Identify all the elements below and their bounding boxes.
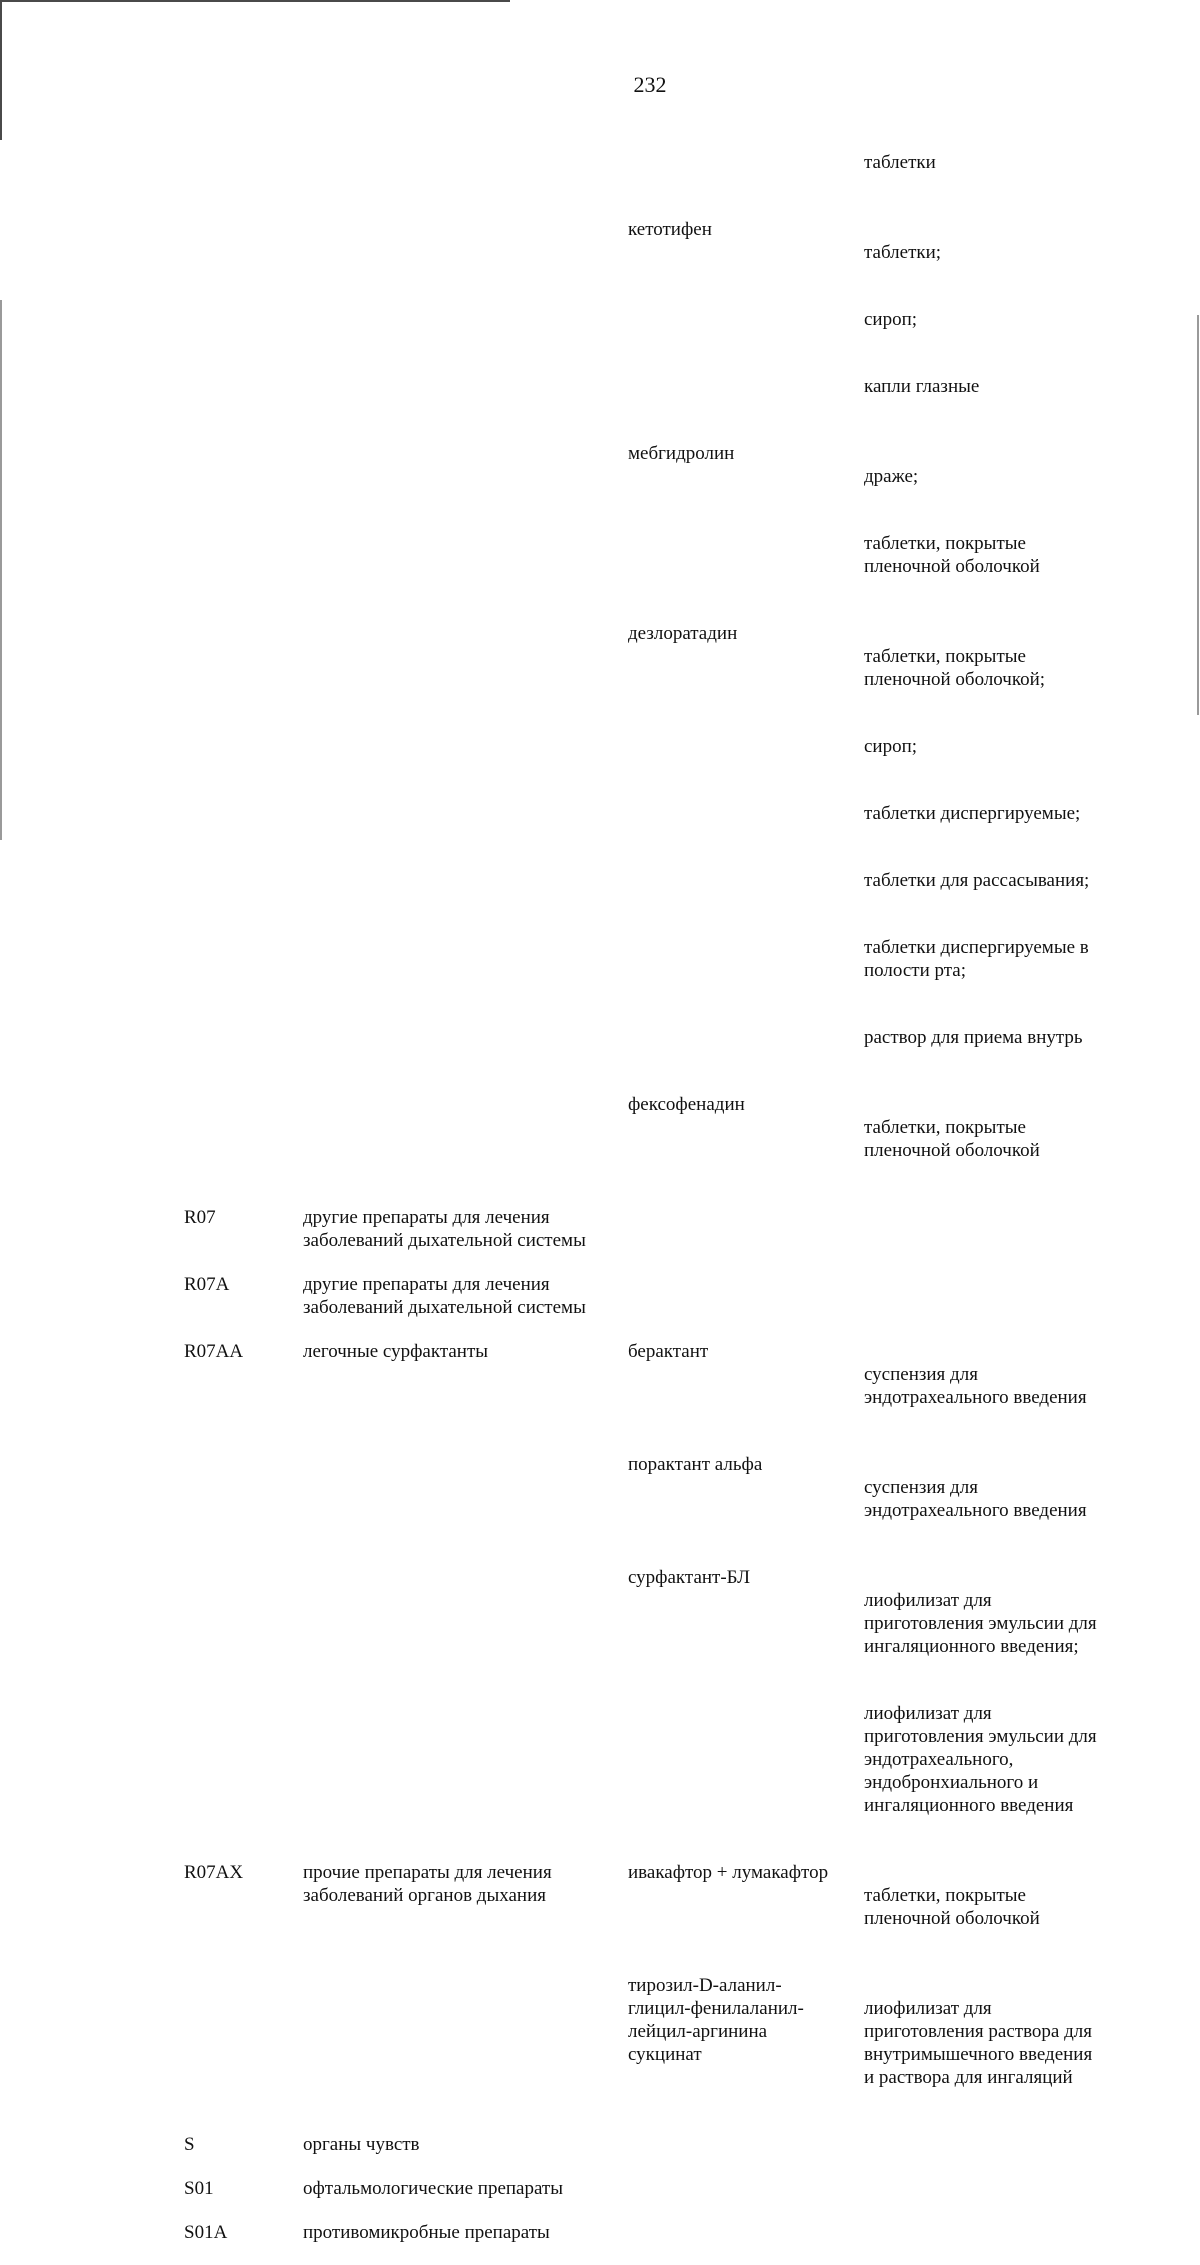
- atc-group: другие препараты для лечения заболеваний дыхательной системы: [303, 1207, 586, 1251]
- dosage-form: таблетки, покрытые пленочной оболочкой: [864, 1885, 1040, 1929]
- dosage-form: драже;: [864, 466, 919, 487]
- dosage-form: таблетки;: [864, 242, 942, 263]
- drug-name: фексофенадин: [628, 1094, 745, 1115]
- table-row: [184, 1566, 1164, 1861]
- table-row: [184, 2177, 1164, 2221]
- table-row: [184, 1861, 1164, 1974]
- dosage-forms: [864, 128, 1164, 197]
- dosage-form: таблетки диспергируемые;: [864, 803, 1081, 824]
- dosage-forms: [864, 218, 1164, 421]
- dosage-form: таблетки, покрытые пленочной оболочкой;: [864, 646, 1046, 690]
- dosage-form: таблетки диспергируемые в полости рта;: [864, 937, 1089, 981]
- dosage-forms: [864, 1861, 1164, 1953]
- scan-border-line: [0, 0, 510, 2]
- drug-name: ивакафтор + лумакафтор: [628, 1862, 829, 1883]
- dosage-form: сироп;: [864, 309, 918, 330]
- dosage-form: лиофилизат для приготовления раствора для внутримышечного введения и раствора для ингаляций: [864, 1998, 1093, 2088]
- table-row: [184, 218, 1164, 442]
- table-row: [184, 1206, 1164, 1273]
- atc-group: офтальмологические препараты: [303, 2178, 563, 2199]
- dosage-form: суспензия для эндотрахеального введения: [864, 1477, 1087, 1521]
- dosage-form: лиофилизат для приготовления эмульсии для ингаляционного введения;: [864, 1590, 1097, 1657]
- atc-code: R07AX: [184, 1862, 244, 1883]
- dosage-forms: [864, 622, 1164, 1072]
- dosage-form: сироп;: [864, 736, 918, 757]
- atc-code: S: [184, 2134, 195, 2155]
- dosage-form: таблетки, покрытые пленочной оболочкой: [864, 1117, 1040, 1161]
- dosage-form: таблетки: [864, 152, 936, 173]
- table-row: [184, 128, 1164, 218]
- table-row: [184, 622, 1164, 1093]
- dosage-form: капли глазные: [864, 376, 980, 397]
- page-number: 232: [633, 72, 667, 97]
- atc-code: R07AA: [184, 1341, 244, 1362]
- drug-name: тирозил-D-аланил- глицил-фенилаланил- лейцил-аргинина сукцинат: [628, 1975, 804, 2065]
- atc-code: R07A: [184, 1274, 230, 1295]
- drug-name: кетотифен: [628, 219, 712, 240]
- dosage-forms: [864, 1453, 1164, 1545]
- table-row: [184, 442, 1164, 622]
- atc-group: органы чувств: [303, 2134, 420, 2155]
- table-row: [184, 2133, 1164, 2177]
- dosage-form: лиофилизат для приготовления эмульсии для эндотрахеального, эндобронхиального и ингаляционного введения: [864, 1703, 1097, 1816]
- dosage-forms: [864, 1566, 1164, 1840]
- dosage-forms: [864, 1974, 1164, 2112]
- dosage-forms: [864, 1340, 1164, 1432]
- scan-border-line: [0, 0, 2, 140]
- scan-border-line: [0, 300, 2, 840]
- atc-group: другие препараты для лечения заболеваний дыхательной системы: [303, 1274, 586, 1318]
- atc-group: противомикробные препараты: [303, 2222, 550, 2243]
- atc-code: S01: [184, 2178, 214, 2199]
- dosage-form: таблетки, покрытые пленочной оболочкой: [864, 533, 1040, 577]
- drug-name: сурфактант-БЛ: [628, 1567, 750, 1588]
- drug-name: мебгидролин: [628, 443, 735, 464]
- table-row: [184, 1093, 1164, 1206]
- dosage-form: раствор для приема внутрь: [864, 1027, 1083, 1048]
- table-row: [184, 1340, 1164, 1453]
- dosage-form: таблетки для рассасывания;: [864, 870, 1090, 891]
- dosage-forms: [864, 442, 1164, 601]
- atc-group: прочие препараты для лечения заболеваний органов дыхания: [303, 1862, 552, 1906]
- table-row: [184, 2221, 1164, 2265]
- drug-name: дезлоратадин: [628, 623, 738, 644]
- drug-name: берактант: [628, 1341, 709, 1362]
- scan-border-line: [1197, 315, 1199, 715]
- dosage-forms: [864, 1093, 1164, 1185]
- dosage-form: суспензия для эндотрахеального введения: [864, 1364, 1087, 1408]
- drug-name: порактант альфа: [628, 1454, 763, 1475]
- table-row: [184, 1974, 1164, 2133]
- table-row: [184, 1273, 1164, 1340]
- atc-group: легочные сурфактанты: [303, 1341, 489, 1362]
- drug-table: [184, 128, 1164, 2265]
- atc-code: R07: [184, 1207, 216, 1228]
- atc-code: S01A: [184, 2222, 228, 2243]
- table-row: [184, 1453, 1164, 1566]
